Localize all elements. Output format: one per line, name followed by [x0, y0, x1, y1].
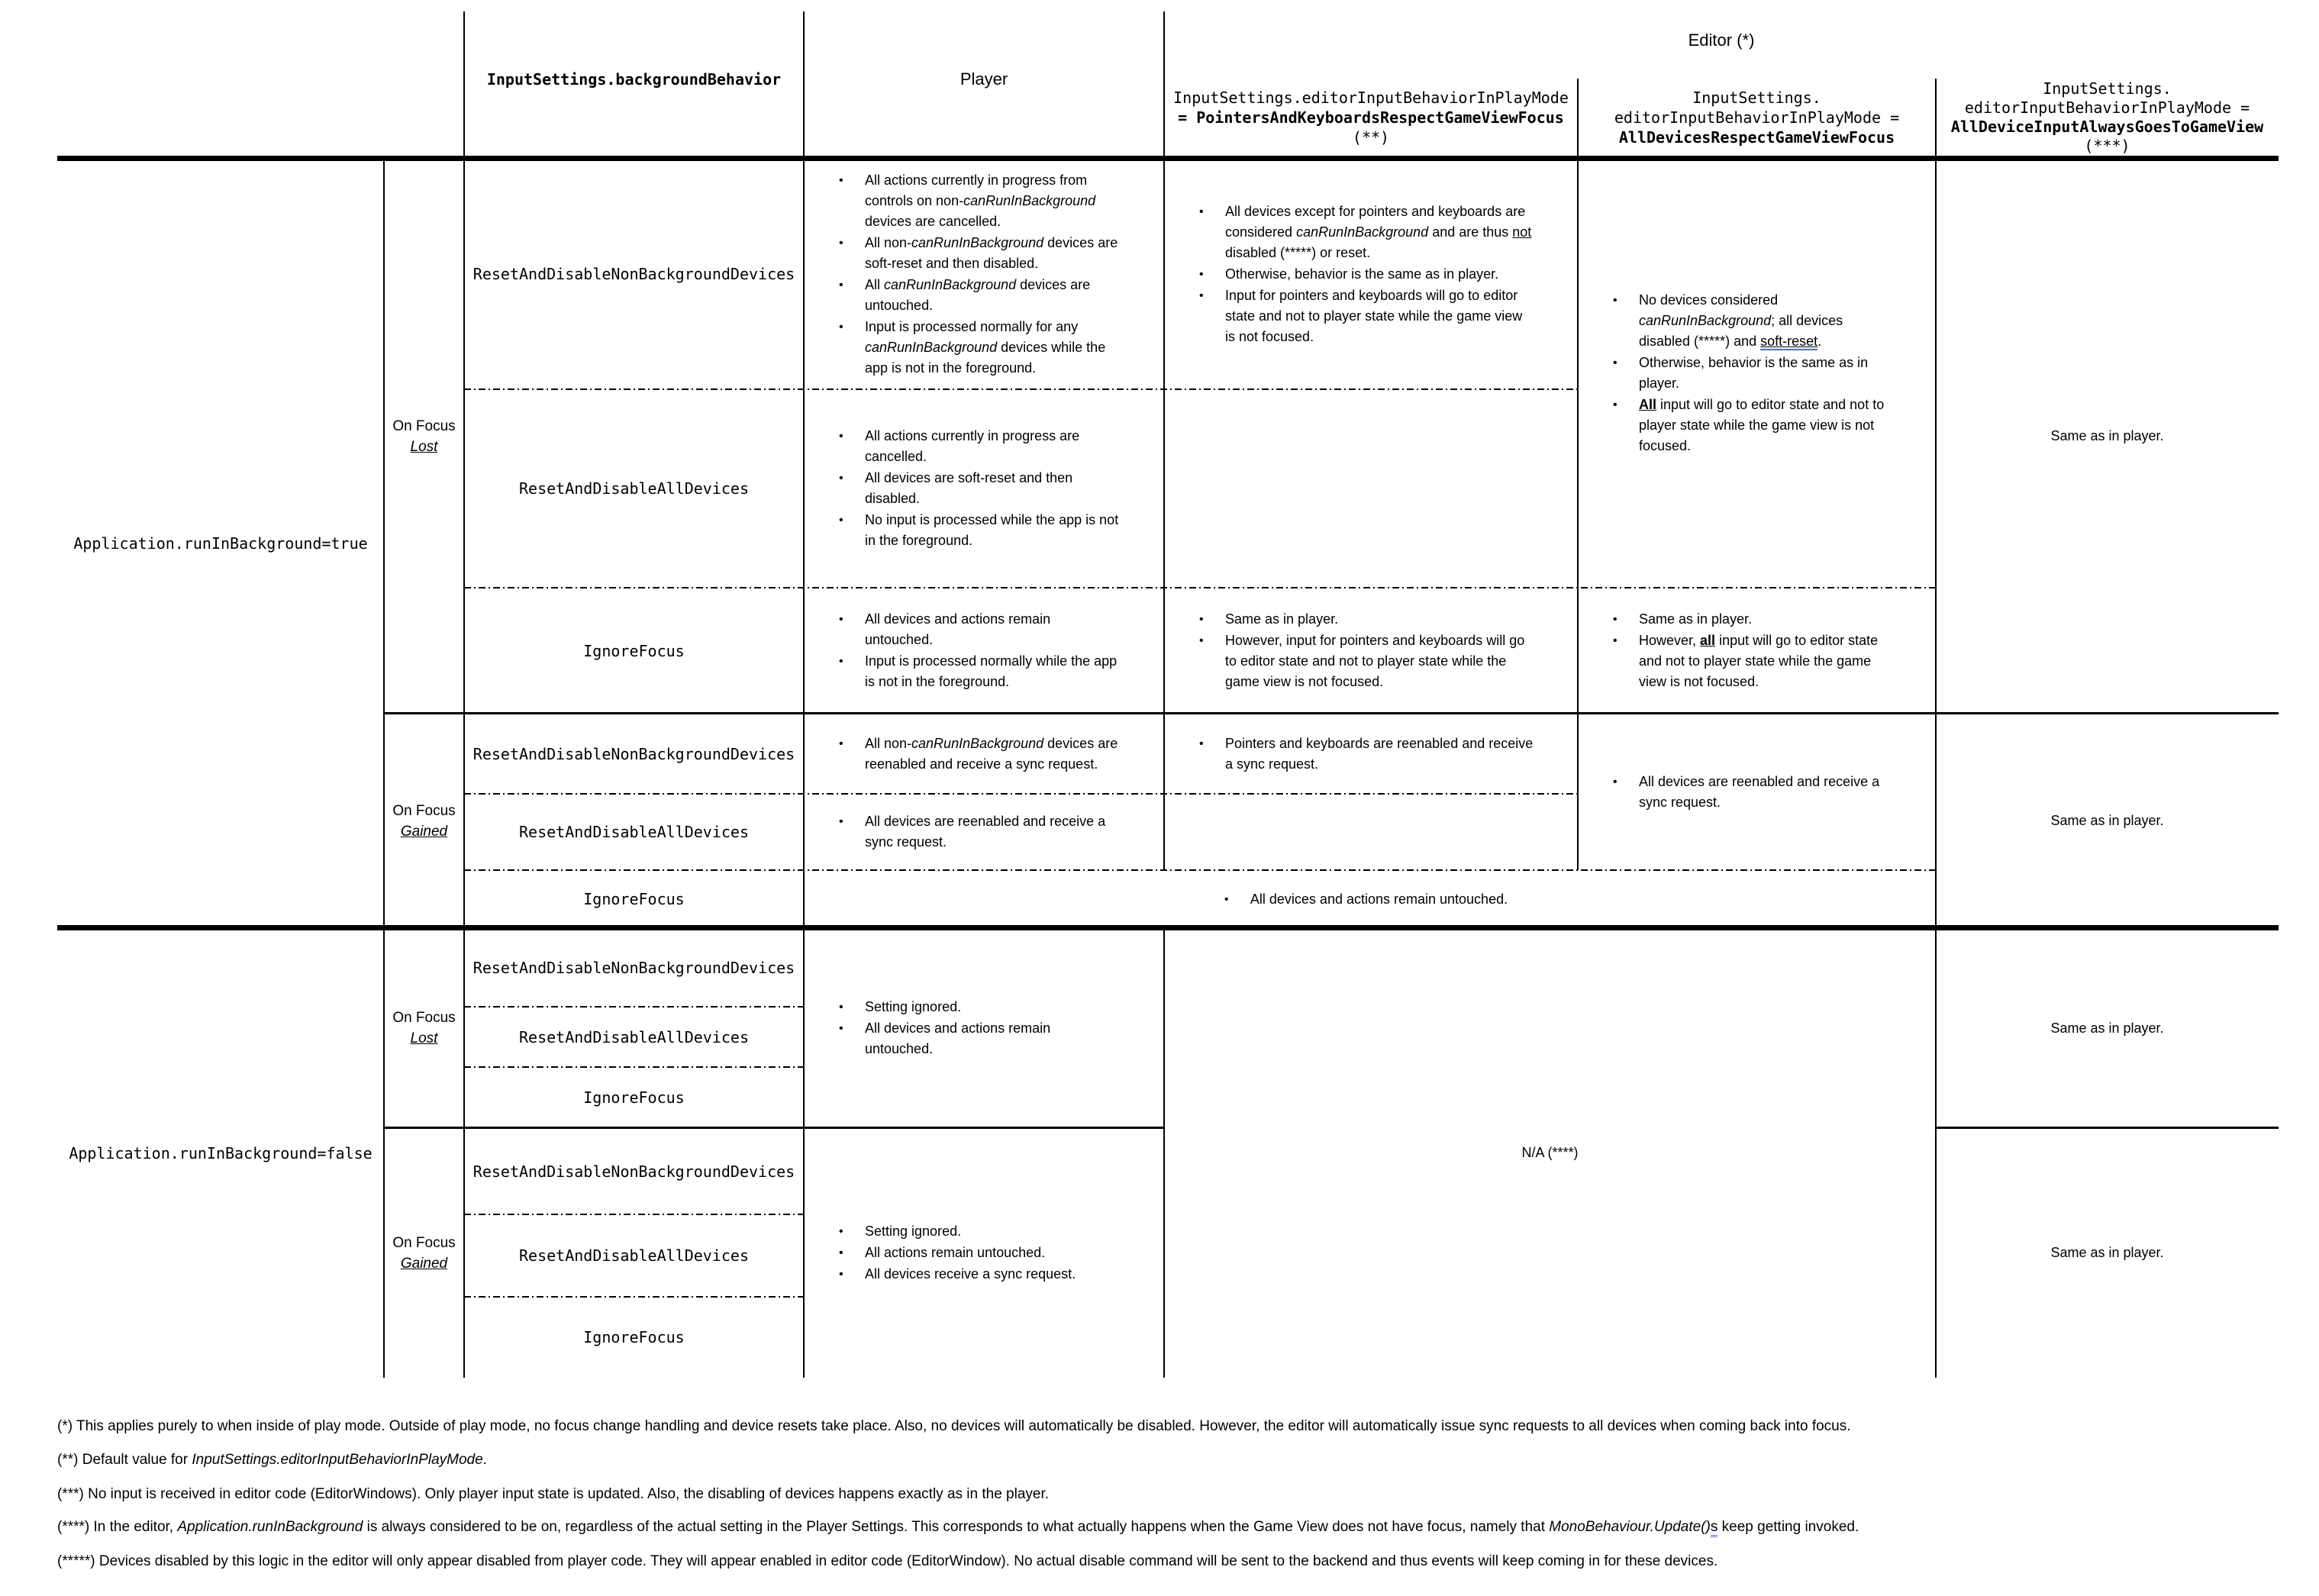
bullet-marker: • [1613, 398, 1617, 411]
text-segment: Same as in player. [1225, 611, 1339, 627]
header-editor-alldevices-line1: InputSettings. [1692, 89, 1821, 107]
bullet-list [1199, 201, 1535, 348]
text-segment: No devices considered [1639, 292, 1779, 308]
behavior-true-lost-all: ResetAndDisableAllDevices [518, 479, 750, 498]
text-segment: (***) No input is received in editor code (EditorWindows). Only player input state is updated. Also, the disabling of devices happens exactly as in the player. [57, 1486, 1050, 1502]
bullet-text [865, 734, 1121, 775]
bullet-item [839, 997, 1121, 1017]
header-editor-group-label: Editor (*) [1688, 31, 1755, 50]
bullet-item [839, 1221, 1121, 1242]
header-editor-pointers [1164, 76, 1578, 159]
text-segment: devices are soft-reset and then disabled. [865, 234, 1118, 271]
bullet-item [1199, 734, 1535, 775]
behavior-false-gain-ignore: IgnoreFocus [583, 1328, 685, 1346]
bullet-marker: • [1199, 205, 1204, 218]
behavior-false-gain-nonbg: ResetAndDisableNonBackgroundDevices [473, 1162, 795, 1181]
text-segment: MonoBehaviour.Update() [1549, 1519, 1711, 1535]
cell-player-true-lost-nonbg [804, 159, 1164, 389]
bullet-marker: • [839, 1246, 843, 1259]
bullet-marker: • [1199, 267, 1204, 281]
bullet-text [1639, 630, 1893, 692]
footnote-5 [57, 1552, 1717, 1572]
text-segment: canRunInBackground [1296, 224, 1429, 240]
header-editor-alldevices-line2: editorInputBehaviorInPlayMode = [1614, 108, 1900, 127]
bullet-marker: • [839, 236, 843, 250]
bullet-text [865, 275, 1121, 316]
bullet-marker: • [1199, 613, 1204, 626]
text-segment: All actions currently in progress from controls on non- [865, 172, 1088, 208]
cell-player-true-gain-nonbg [804, 714, 1164, 794]
bullet-text [1639, 353, 1893, 394]
text-segment: All devices and actions remain untouched. [865, 611, 1051, 647]
footnote-1 [57, 1417, 1851, 1436]
bullet-text [1225, 609, 1535, 630]
text-segment: Input is processed normally while the app is not in the foreground. [865, 653, 1118, 689]
text-segment: devices are untouched. [865, 276, 1091, 313]
text-segment: Application.runInBackground [177, 1519, 363, 1535]
text-segment: (**) Default value for [57, 1452, 192, 1468]
cell-ed1-true-gain-nonbg [1164, 714, 1578, 794]
border-row1-row2 [464, 389, 1578, 390]
behavior-false-lost-ignore: IgnoreFocus [583, 1088, 685, 1107]
cell-same-false-lost: Same as in player. [2050, 1020, 2164, 1036]
header-background-behavior-label: InputSettings.backgroundBehavior [486, 70, 782, 89]
bullet-text [1639, 772, 1893, 813]
bullet-item [839, 1018, 1121, 1059]
bullet-marker: • [1613, 294, 1617, 307]
text-segment: . [1817, 334, 1822, 349]
cell-same-true-lost: Same as in player. [2050, 428, 2164, 443]
text-segment: Otherwise, behavior is the same as in player. [1225, 266, 1499, 282]
border-header-bottom [57, 156, 2279, 161]
text-segment: ; all devices disabled (*****) and [1639, 313, 1843, 349]
text-segment: All devices are reenabled and receive a sync request. [865, 814, 1106, 850]
bullet-marker: • [839, 1225, 843, 1238]
bullet-text [865, 1221, 1121, 1242]
bullet-list [1199, 733, 1535, 775]
footnote-4 [57, 1517, 1859, 1537]
text-segment: canRunInBackground [865, 339, 998, 355]
text-segment: canRunInBackground [884, 276, 1017, 292]
border-col2-col3 [463, 11, 465, 1378]
cell-player-true-lost-all [804, 389, 1164, 588]
header-editor-pointers-line3: (**) [1352, 128, 1390, 147]
bullet-marker: • [1613, 634, 1617, 647]
bullet-item [1613, 609, 1893, 630]
rowgroup-run-true-label: Application.runInBackground=true [73, 534, 368, 553]
bullet-marker: • [839, 613, 843, 626]
bullet-list [1613, 771, 1893, 814]
header-editor-alldevices [1578, 76, 1936, 159]
text-segment: Setting ignored. [865, 999, 962, 1014]
bullet-item [839, 170, 1121, 232]
bullet-marker: • [839, 514, 843, 527]
bullet-list [839, 811, 1121, 853]
border-col4-col5-upper [1163, 11, 1165, 870]
header-player-label: Player [960, 69, 1008, 89]
bullet-list [839, 1220, 1121, 1285]
bullet-marker: • [1613, 613, 1617, 626]
footnote-2 [57, 1450, 487, 1470]
bullet-marker: • [1224, 892, 1229, 906]
border-lost-gained-false-left [384, 1127, 1164, 1129]
text-segment: input will go to editor state and not to player state while the game view is not focused. [1639, 397, 1885, 453]
bullet-item [1613, 290, 1893, 352]
cell-ed2-true-lost-ignore [1578, 588, 1936, 714]
text-segment: Pointers and keyboards are reenabled and receive a sync request. [1225, 735, 1534, 772]
bullet-item [839, 811, 1121, 853]
text-segment: Input for pointers and keyboards will go to editor state and not to player state while the game view is not focused. [1225, 287, 1523, 344]
bullet-item [839, 651, 1121, 692]
focus-true-gained [384, 714, 464, 928]
bullet-item [839, 426, 1121, 467]
border-col3-col4 [803, 11, 805, 1378]
focus-true-lost [384, 159, 464, 714]
bullet-list [839, 608, 1121, 693]
focus-label: On Focus [392, 1234, 456, 1251]
behavior-false-gain-all: ResetAndDisableAllDevices [518, 1246, 750, 1265]
text-segment: Input is processed normally for any [865, 318, 1079, 334]
behavior-true-gain-all: ResetAndDisableAllDevices [518, 823, 750, 841]
bullet-item [839, 1264, 1121, 1285]
bullet-text [865, 317, 1121, 379]
text-segment: All actions currently in progress are cancelled. [865, 428, 1080, 464]
header-background-behavior [464, 0, 804, 159]
text-segment: input will go to editor state and not to player state while the game view is not focused. [1639, 633, 1879, 689]
border-row11-row12 [464, 1296, 804, 1298]
bullet-text [1225, 264, 1535, 285]
behavior-true-gain-nonbg: ResetAndDisableNonBackgroundDevices [473, 744, 795, 763]
bullet-item [839, 317, 1121, 379]
bullet-text [1225, 202, 1535, 263]
bullet-item [1613, 395, 1893, 456]
text-segment: No input is processed while the app is not in the foreground. [865, 512, 1119, 548]
cell-player-true-lost-ignore [804, 588, 1164, 714]
cell-same-false-gain: Same as in player. [2050, 1245, 2164, 1260]
header-editor-allinput-line4: (***) [2084, 137, 2130, 155]
bullet-text [1639, 290, 1893, 352]
behavior-true-lost-nonbg: ResetAndDisableNonBackgroundDevices [473, 265, 795, 283]
bullet-item [1613, 630, 1893, 692]
bullet-text [865, 1018, 1121, 1059]
text-segment: InputSettings.editorInputBehaviorInPlayMode [192, 1452, 483, 1468]
border-row8-row9 [464, 1066, 804, 1068]
text-segment: Same as in player. [1639, 611, 1753, 627]
behavior-false-lost-nonbg: ResetAndDisableNonBackgroundDevices [473, 958, 795, 977]
text-segment: Setting ignored. [865, 1224, 962, 1239]
text-segment: s [1711, 1519, 1718, 1537]
text-segment: (****) In the editor, [57, 1519, 178, 1535]
bullet-marker: • [839, 1001, 843, 1014]
header-editor-alldevices-line3: AllDevicesRespectGameViewFocus [1618, 128, 1895, 147]
border-row5-row6 [464, 869, 1936, 871]
focus-false-lost [384, 928, 464, 1128]
text-segment: (*) This applies purely to when inside of play mode. Outside of play mode, no focus change handling and device resets take place. Also, no devices will automatically be disabled. However, the editor will automatically issue sync requests to all devices when coming back into focus. [57, 1418, 1851, 1434]
cell-player-false-lost [804, 928, 1164, 1128]
bullet-list [839, 733, 1121, 775]
text-segment: All devices and actions remain untouched. [865, 1020, 1051, 1056]
text-segment: soft-reset [1760, 334, 1818, 349]
text-segment: All non- [865, 735, 912, 751]
text-segment: All [1639, 397, 1657, 412]
bullet-marker: • [1613, 775, 1617, 788]
header-editor-allinput [1936, 76, 2279, 159]
bullet-item [1199, 264, 1535, 285]
cell-player-false-gain [804, 1128, 1164, 1378]
bullet-marker: • [839, 278, 843, 292]
bullet-marker: • [1199, 634, 1204, 647]
rowgroup-run-false-label: Application.runInBackground=false [69, 1143, 373, 1162]
header-editor-allinput-line2: editorInputBehaviorInPlayMode = [1964, 98, 2250, 117]
focus-false-gained [384, 1128, 464, 1378]
bullet-marker: • [1199, 289, 1204, 302]
cell-merged-true-gain-ignore [804, 870, 1936, 928]
bullet-item [1613, 772, 1893, 813]
focus-label: On Focus [392, 418, 456, 434]
border-row2-row3 [464, 587, 1936, 588]
footnote-3 [57, 1485, 1049, 1504]
text-segment: canRunInBackground [963, 192, 1096, 208]
bullet-text [1225, 734, 1535, 775]
text-segment: . [482, 1452, 487, 1468]
bullet-text [865, 510, 1121, 551]
text-segment: devices are cancelled. [865, 213, 1001, 229]
cell-ed1-true-lost-ignore [1164, 588, 1578, 714]
behavior-true-gain-ignore: IgnoreFocus [583, 890, 685, 908]
bullet-list [839, 169, 1121, 379]
bullet-text [865, 997, 1121, 1017]
text-segment: all [1700, 633, 1716, 648]
bullet-item [1224, 889, 1508, 910]
bullet-marker: • [839, 737, 843, 750]
text-segment: All devices and actions remain untouched. [1250, 891, 1508, 907]
rowgroup-run-false [57, 928, 384, 1378]
bullet-item [1199, 285, 1535, 347]
focus-gained-label: Gained [400, 1255, 448, 1272]
bullet-marker: • [839, 173, 843, 187]
focus-lost-label: Lost [410, 1030, 438, 1046]
header-editor-group [1164, 14, 2279, 67]
text-segment: not [1512, 224, 1532, 240]
bullet-marker: • [1199, 737, 1204, 750]
bullet-item [839, 275, 1121, 316]
bullet-item [839, 609, 1121, 650]
cell-same-true-gain: Same as in player. [2050, 813, 2164, 828]
bullet-item [1199, 202, 1535, 263]
bullet-text [865, 233, 1121, 274]
bullet-item [1199, 630, 1535, 692]
bullet-item [839, 468, 1121, 509]
text-segment: However, [1639, 633, 1701, 648]
header-editor-allinput-line3: AllDeviceInputAlwaysGoesToGameView [1950, 118, 2264, 136]
focus-lost-label: Lost [410, 438, 438, 455]
border-row7-row8 [464, 1006, 804, 1008]
cell-ed1-true-lost-nonbg [1164, 159, 1578, 389]
bullet-marker: • [839, 430, 843, 443]
bullet-text [865, 170, 1121, 232]
bullet-marker: • [839, 1268, 843, 1281]
border-row10-row11 [464, 1214, 804, 1215]
bullet-text [1225, 285, 1535, 347]
bullet-list [1613, 289, 1893, 457]
bullet-item [839, 233, 1121, 274]
text-segment: (*****) Devices disabled by this logic in the editor will only appear disabled from player code. They will appear enabled in editor code (EditorWindow). No actual disable command will be sent to the backend and thus events will keep coming in for these devices. [57, 1553, 1718, 1569]
bullet-marker: • [839, 472, 843, 485]
bullet-text [865, 651, 1121, 692]
header-player [804, 0, 1164, 159]
bullet-item [839, 734, 1121, 775]
border-col6-col7 [1935, 79, 1937, 1378]
text-segment: canRunInBackground [911, 234, 1044, 250]
header-editor-pointers-line2: = PointersAndKeyboardsRespectGameViewFocus [1178, 108, 1564, 127]
na-label: N/A (****) [1521, 1145, 1579, 1160]
bullet-item [1613, 353, 1893, 394]
bullet-list [1224, 888, 1508, 911]
border-col4-col5-lower [1163, 928, 1165, 1378]
focus-gained-label: Gained [400, 823, 448, 840]
text-segment: All devices are soft-reset and then disabled. [865, 470, 1073, 506]
text-segment: All actions remain untouched. [865, 1245, 1046, 1260]
text-segment: and are thus [1428, 224, 1513, 240]
bullet-text [865, 609, 1121, 650]
bullet-text [865, 426, 1121, 467]
header-editor-allinput-line1: InputSettings. [2043, 79, 2172, 98]
bullet-marker: • [839, 655, 843, 668]
bullet-list [839, 425, 1121, 552]
bullet-text [865, 1264, 1121, 1285]
bullet-text [1225, 630, 1535, 692]
text-segment: devices while the app is not in the foreground. [865, 339, 1106, 376]
border-lost-gained-false-right [1936, 1127, 2279, 1129]
border-lost-gained-true [384, 712, 2279, 714]
bullet-list [839, 996, 1121, 1060]
bullet-item [839, 510, 1121, 551]
cell-player-true-gain-all [804, 794, 1164, 870]
cell-na-false-editor [1164, 928, 1936, 1378]
border-group-divider [57, 925, 2279, 930]
text-segment: keep getting invoked. [1717, 1519, 1859, 1535]
bullet-marker: • [839, 320, 843, 334]
bullet-text [1250, 889, 1508, 910]
bullet-marker: • [1613, 356, 1617, 369]
text-segment: canRunInBackground [1639, 313, 1772, 328]
bullet-text [1639, 395, 1893, 456]
focus-label: On Focus [392, 1010, 456, 1026]
text-segment: All non- [865, 234, 912, 250]
text-segment: All devices receive a sync request. [865, 1266, 1076, 1282]
header-editor-pointers-line1: InputSettings.editorInputBehaviorInPlayMode [1173, 89, 1569, 107]
text-segment: disabled (*****) or reset. [1225, 244, 1371, 260]
behavior-false-lost-all: ResetAndDisableAllDevices [518, 1027, 750, 1046]
rowgroup-run-true [57, 159, 384, 928]
bullet-text [865, 811, 1121, 853]
text-segment: Otherwise, behavior is the same as in player. [1639, 355, 1869, 391]
text-segment: canRunInBackground [911, 735, 1044, 751]
bullet-list [1199, 608, 1535, 693]
bullet-list [1613, 608, 1893, 693]
bullet-item [839, 1243, 1121, 1263]
border-col5-col6 [1577, 79, 1579, 870]
bullet-text [865, 1243, 1121, 1263]
text-segment: is always considered to be on, regardless of the actual setting in the Player Settings. This corresponds to what actually happens when the Game View does not have focus, namely that [363, 1519, 1550, 1535]
border-row4-row5 [464, 793, 1578, 795]
text-segment: However, input for pointers and keyboards will go to editor state and not to player state while the game view is not focused. [1225, 633, 1525, 689]
bullet-text [1639, 609, 1893, 630]
cell-ed2-true-lost-merged [1578, 159, 1936, 588]
bullet-marker: • [839, 815, 843, 828]
text-segment: All devices are reenabled and receive a sync request. [1639, 773, 1880, 810]
cell-ed2-true-gain-merged [1578, 714, 1936, 870]
bullet-marker: • [839, 1022, 843, 1035]
text-segment: All devices except for pointers and keyboards are considered [1225, 203, 1526, 240]
border-col1-col2 [383, 159, 385, 1378]
text-segment: All [865, 276, 885, 292]
behavior-true-lost-ignore: IgnoreFocus [583, 641, 685, 660]
bullet-item [1199, 609, 1535, 630]
focus-label: On Focus [392, 802, 456, 819]
bullet-text [865, 468, 1121, 509]
text-segment: devices are reenabled and receive a sync request. [865, 735, 1118, 772]
